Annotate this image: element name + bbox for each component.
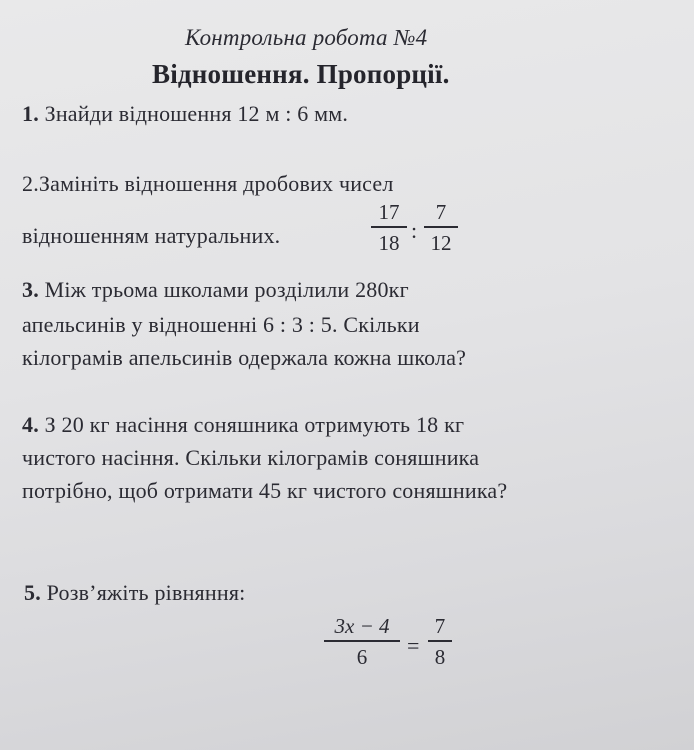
task-5-text: Розв’яжіть рівняння: [40, 580, 246, 605]
fraction-2-denominator: 12 [430, 230, 452, 255]
task-1-text: Знайди відношення 12 м : 6 мм. [38, 101, 349, 126]
task-5-number: 5. [24, 580, 41, 605]
worksheet-title: Відношення. Пропорції. [152, 59, 450, 89]
task-4-text-1: З 20 кг насіння соняшника отримують 18 кг [38, 412, 465, 437]
task-3-line-3: кілограмів апельсинів одержала кожна школа? [22, 345, 467, 370]
fraction-1-numerator: 17 [378, 200, 400, 224]
equation-right-fraction [428, 614, 452, 669]
task-2-fraction-2 [424, 200, 458, 255]
task-2-colon: : [411, 218, 418, 243]
task-2-line-2: відношенням натуральних. [22, 223, 281, 248]
task-4-line-3: потрібно, щоб отримати 45 кг чистого соняшника? [22, 478, 508, 503]
equation-right-bar [428, 640, 452, 642]
fraction-2-bar [424, 226, 458, 228]
task-3-line-2: апельсинів у відношенні 6 : 3 : 5. Скільки [22, 312, 420, 337]
task-2-line-1: 2.Замініть відношення дробових чисел [22, 171, 394, 196]
equation-left-fraction [324, 614, 400, 669]
equation-right-denominator: 8 [434, 644, 446, 669]
task-2-fraction-1 [371, 200, 407, 255]
worksheet-subtitle: Контрольна робота №4 [185, 25, 428, 50]
task-1 [22, 101, 348, 127]
task-3-number: 3. [22, 277, 39, 302]
fraction-1-bar [371, 226, 407, 228]
task-5 [24, 580, 245, 606]
task-3-text-1: Між трьома школами розділили 280кг [38, 277, 409, 302]
equation-right-numerator: 7 [434, 614, 446, 638]
task-3-line-1 [22, 277, 409, 303]
fraction-2-numerator: 7 [435, 200, 447, 224]
task-4-number: 4. [22, 412, 39, 437]
task-1-number: 1. [22, 101, 39, 126]
task-4-line-2: чистого насіння. Скільки кілограмів соняшника [22, 445, 480, 470]
task-4-line-1 [22, 412, 464, 438]
equation-left-numerator: 3x − 4 [334, 614, 390, 638]
equation-left-bar [324, 640, 400, 642]
fraction-1-denominator: 18 [378, 230, 400, 255]
equation-left-denominator: 6 [356, 644, 368, 669]
equation-equals-sign: = [407, 633, 420, 658]
